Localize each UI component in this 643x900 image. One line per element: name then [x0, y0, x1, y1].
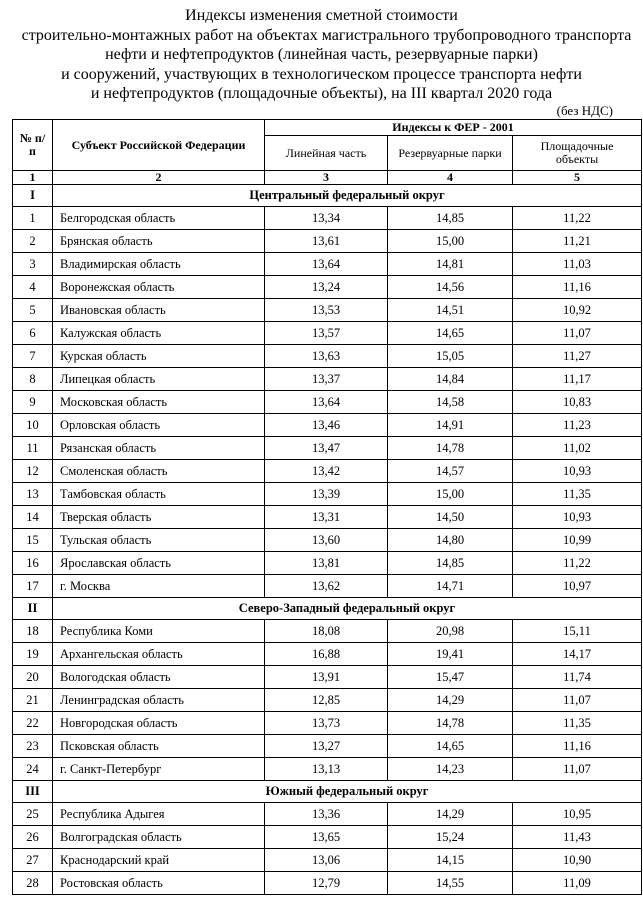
cell-subject: Липецкая область: [53, 368, 265, 391]
cell-tank: 15,24: [388, 826, 513, 849]
cell-site: 11,07: [513, 322, 642, 345]
cell-subject: г. Москва: [53, 575, 265, 598]
cell-linear: 13,34: [265, 207, 388, 230]
cell-tank: 14,84: [388, 368, 513, 391]
cell-no: 23: [13, 735, 53, 758]
cell-linear: 13,47: [265, 437, 388, 460]
cell-site: 11,35: [513, 483, 642, 506]
table-row: [13, 575, 642, 598]
cell-linear: 13,53: [265, 299, 388, 322]
cell-site: 10,99: [513, 529, 642, 552]
header-no: № п/п: [13, 120, 53, 171]
cell-linear: 13,42: [265, 460, 388, 483]
table-body: [13, 185, 642, 895]
cell-no: 11: [13, 437, 53, 460]
cell-no: 9: [13, 391, 53, 414]
column-number: 2: [53, 171, 265, 185]
cell-no: 14: [13, 506, 53, 529]
cell-linear: 16,88: [265, 643, 388, 666]
cell-tank: 14,81: [388, 253, 513, 276]
cell-subject: Калужская область: [53, 322, 265, 345]
cell-linear: 13,37: [265, 368, 388, 391]
header-index-group: Индексы к ФЕР - 2001: [265, 120, 642, 136]
table-row: [13, 230, 642, 253]
table-row: [13, 368, 642, 391]
section-numeral: II: [13, 598, 53, 620]
title-line: и нефтепродуктов (площадочные объекты), на III квартал 2020 года: [90, 85, 553, 103]
cell-site: 11,22: [513, 207, 642, 230]
cell-tank: 20,98: [388, 620, 513, 643]
cell-tank: 14,65: [388, 735, 513, 758]
table-row: [13, 735, 642, 758]
cell-tank: 14,80: [388, 529, 513, 552]
cell-tank: 14,91: [388, 414, 513, 437]
cell-subject: Архангельская область: [53, 643, 265, 666]
table-row: [13, 460, 642, 483]
cell-tank: 14,78: [388, 712, 513, 735]
cell-tank: 15,47: [388, 666, 513, 689]
cell-linear: 18,08: [265, 620, 388, 643]
cell-site: 10,93: [513, 506, 642, 529]
table-row: [13, 414, 642, 437]
title-line: нефти и нефтепродуктов (линейная часть, резервуарные парки): [105, 46, 538, 64]
column-numbers-row: [13, 171, 642, 185]
cell-subject: Ивановская область: [53, 299, 265, 322]
cell-site: 11,07: [513, 689, 642, 712]
cell-linear: 13,39: [265, 483, 388, 506]
header-row: [13, 120, 642, 136]
cell-subject: Тульская область: [53, 529, 265, 552]
cell-site: 11,27: [513, 345, 642, 368]
cell-no: 10: [13, 414, 53, 437]
table-row: [13, 391, 642, 414]
cell-site: 10,92: [513, 299, 642, 322]
cell-subject: Краснодарский край: [53, 849, 265, 872]
table-row: [13, 872, 642, 895]
table-row: [13, 803, 642, 826]
cell-site: 10,83: [513, 391, 642, 414]
cell-no: 20: [13, 666, 53, 689]
vat-note: (без НДС): [556, 103, 613, 118]
cell-no: 19: [13, 643, 53, 666]
cell-tank: 14,57: [388, 460, 513, 483]
table-row: [13, 712, 642, 735]
cell-subject: Республика Коми: [53, 620, 265, 643]
section-numeral: III: [13, 781, 53, 803]
cell-site: 11,35: [513, 712, 642, 735]
header-subject: Субъект Российской Федерации: [53, 120, 265, 171]
cell-site: 11,17: [513, 368, 642, 391]
cell-tank: 14,78: [388, 437, 513, 460]
cell-site: 10,93: [513, 460, 642, 483]
cell-site: 11,22: [513, 552, 642, 575]
cell-no: 16: [13, 552, 53, 575]
section-name: Северо-Западный федеральный округ: [53, 598, 642, 620]
cell-no: 24: [13, 758, 53, 781]
cell-subject: Воронежская область: [53, 276, 265, 299]
cell-site: 10,90: [513, 849, 642, 872]
cell-tank: 14,15: [388, 849, 513, 872]
cell-tank: 14,85: [388, 207, 513, 230]
cell-no: 28: [13, 872, 53, 895]
cell-tank: 14,58: [388, 391, 513, 414]
cell-site: 10,97: [513, 575, 642, 598]
column-number: 3: [265, 171, 388, 185]
table-row: [13, 849, 642, 872]
cell-site: 10,95: [513, 803, 642, 826]
cell-no: 3: [13, 253, 53, 276]
cell-site: 15,11: [513, 620, 642, 643]
cell-tank: 14,65: [388, 322, 513, 345]
cell-tank: 15,05: [388, 345, 513, 368]
cell-no: 7: [13, 345, 53, 368]
cell-no: 1: [13, 207, 53, 230]
cell-linear: 12,79: [265, 872, 388, 895]
cell-site: 11,43: [513, 826, 642, 849]
cell-linear: 13,91: [265, 666, 388, 689]
cell-subject: Орловская область: [53, 414, 265, 437]
cell-tank: 14,23: [388, 758, 513, 781]
cell-no: 18: [13, 620, 53, 643]
table-row: [13, 345, 642, 368]
index-table: [12, 119, 642, 895]
cell-no: 27: [13, 849, 53, 872]
cell-linear: 13,73: [265, 712, 388, 735]
table-row: [13, 483, 642, 506]
cell-no: 15: [13, 529, 53, 552]
cell-subject: Белгородская область: [53, 207, 265, 230]
cell-tank: 14,51: [388, 299, 513, 322]
cell-site: 11,07: [513, 758, 642, 781]
cell-subject: Псковская область: [53, 735, 265, 758]
cell-tank: 19,41: [388, 643, 513, 666]
cell-site: 11,16: [513, 276, 642, 299]
cell-site: 14,17: [513, 643, 642, 666]
cell-linear: 13,06: [265, 849, 388, 872]
cell-tank: 14,29: [388, 689, 513, 712]
cell-no: 21: [13, 689, 53, 712]
cell-linear: 13,64: [265, 391, 388, 414]
table-row: [13, 276, 642, 299]
cell-subject: Республика Адыгея: [53, 803, 265, 826]
title-line: и сооружений, участвующих в технологическом процессе транспорта нефти: [61, 65, 582, 83]
cell-tank: 14,29: [388, 803, 513, 826]
cell-subject: Тверская область: [53, 506, 265, 529]
cell-linear: 13,81: [265, 552, 388, 575]
cell-subject: Новгородская область: [53, 712, 265, 735]
table-row: [13, 299, 642, 322]
cell-linear: 13,13: [265, 758, 388, 781]
cell-subject: Московская область: [53, 391, 265, 414]
cell-tank: 15,00: [388, 483, 513, 506]
cell-linear: 13,24: [265, 276, 388, 299]
section-row: [13, 781, 642, 803]
column-number: 4: [388, 171, 513, 185]
cell-linear: 13,61: [265, 230, 388, 253]
cell-subject: г. Санкт-Петербург: [53, 758, 265, 781]
table-row: [13, 529, 642, 552]
cell-linear: 12,85: [265, 689, 388, 712]
section-row: [13, 185, 642, 207]
cell-subject: Вологодская область: [53, 666, 265, 689]
cell-tank: 14,50: [388, 506, 513, 529]
cell-no: 8: [13, 368, 53, 391]
cell-no: 17: [13, 575, 53, 598]
table-row: [13, 620, 642, 643]
cell-no: 12: [13, 460, 53, 483]
section-numeral: I: [13, 185, 53, 207]
cell-subject: Владимирская область: [53, 253, 265, 276]
cell-linear: 13,57: [265, 322, 388, 345]
cell-linear: 13,36: [265, 803, 388, 826]
cell-site: 11,74: [513, 666, 642, 689]
cell-tank: 14,85: [388, 552, 513, 575]
table-row: [13, 207, 642, 230]
table-row: [13, 826, 642, 849]
table-row: [13, 689, 642, 712]
cell-linear: 13,60: [265, 529, 388, 552]
cell-subject: Смоленская область: [53, 460, 265, 483]
header-site: Площадочные объекты: [513, 136, 642, 171]
cell-no: 6: [13, 322, 53, 345]
cell-tank: 14,71: [388, 575, 513, 598]
table-row: [13, 666, 642, 689]
cell-linear: 13,64: [265, 253, 388, 276]
cell-site: 11,23: [513, 414, 642, 437]
table-row: [13, 506, 642, 529]
table-row: [13, 253, 642, 276]
cell-site: 11,03: [513, 253, 642, 276]
cell-no: 2: [13, 230, 53, 253]
cell-no: 4: [13, 276, 53, 299]
cell-subject: Рязанская область: [53, 437, 265, 460]
section-name: Центральный федеральный округ: [53, 185, 642, 207]
cell-site: 11,16: [513, 735, 642, 758]
cell-subject: Курская область: [53, 345, 265, 368]
section-row: [13, 598, 642, 620]
table-row: [13, 322, 642, 345]
cell-subject: Тамбовская область: [53, 483, 265, 506]
column-number: 1: [13, 171, 53, 185]
cell-no: 26: [13, 826, 53, 849]
cell-linear: 13,46: [265, 414, 388, 437]
cell-linear: 13,27: [265, 735, 388, 758]
cell-subject: Ростовская область: [53, 872, 265, 895]
cell-site: 11,09: [513, 872, 642, 895]
cell-linear: 13,31: [265, 506, 388, 529]
cell-tank: 15,00: [388, 230, 513, 253]
cell-no: 25: [13, 803, 53, 826]
table-row: [13, 643, 642, 666]
table-row: [13, 437, 642, 460]
cell-tank: 14,55: [388, 872, 513, 895]
cell-no: 13: [13, 483, 53, 506]
column-number: 5: [513, 171, 642, 185]
table-row: [13, 552, 642, 575]
cell-subject: Ярославская область: [53, 552, 265, 575]
header-tank: Резервуарные парки: [388, 136, 513, 171]
cell-no: 5: [13, 299, 53, 322]
cell-subject: Волгоградская область: [53, 826, 265, 849]
cell-no: 22: [13, 712, 53, 735]
title-line: строительно-монтажных работ на объектах магистрального трубопроводного транспорта: [21, 26, 632, 44]
title-line: Индексы изменения сметной стоимости: [185, 7, 458, 24]
cell-linear: 13,63: [265, 345, 388, 368]
cell-site: 11,21: [513, 230, 642, 253]
cell-subject: Брянская область: [53, 230, 265, 253]
section-name: Южный федеральный округ: [53, 781, 642, 803]
document-title: [0, 6, 643, 104]
header-linear: Линейная часть: [265, 136, 388, 171]
cell-site: 11,02: [513, 437, 642, 460]
cell-linear: 13,65: [265, 826, 388, 849]
cell-tank: 14,56: [388, 276, 513, 299]
cell-subject: Ленинградская область: [53, 689, 265, 712]
table-row: [13, 758, 642, 781]
cell-linear: 13,62: [265, 575, 388, 598]
